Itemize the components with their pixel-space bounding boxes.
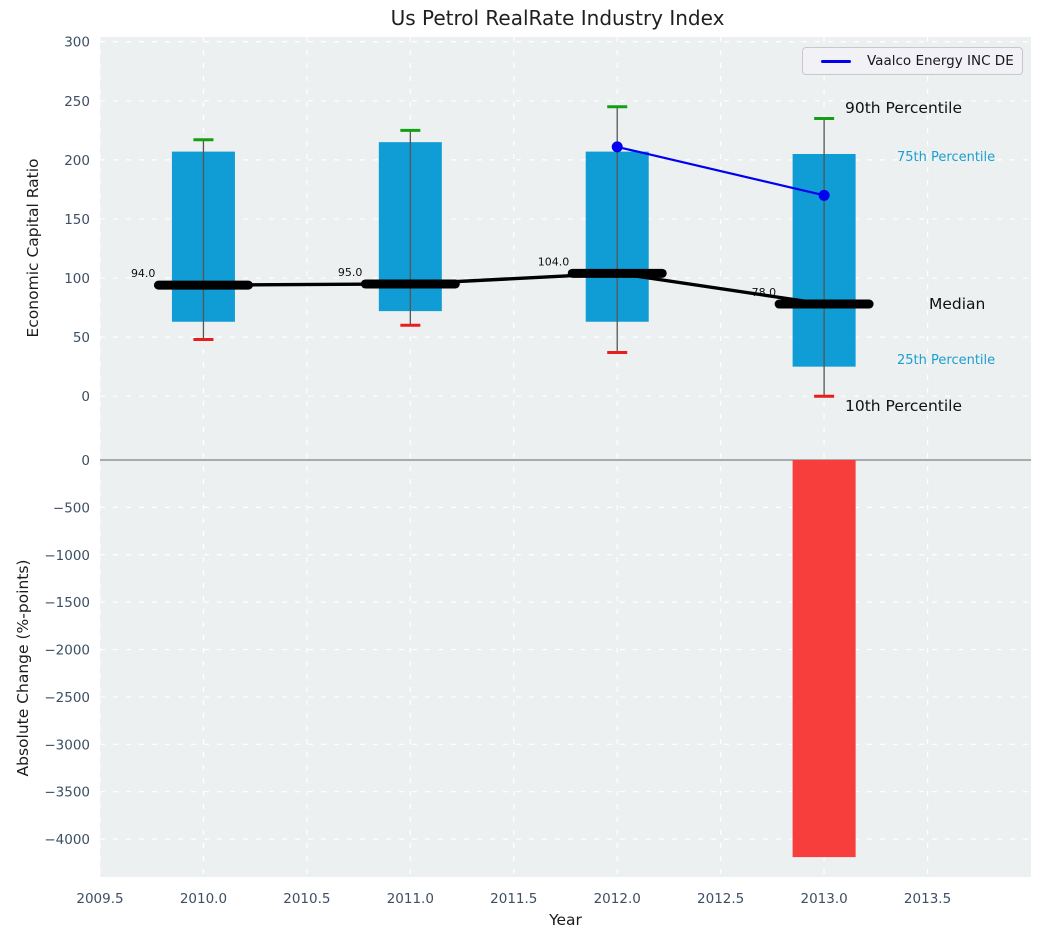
- bottom-y-tick-label: −4000: [44, 832, 90, 849]
- bottom-y-tick-label: −2500: [44, 689, 90, 706]
- top-y-tick-label: 250: [64, 93, 90, 110]
- median-value-label: 78.0: [751, 286, 777, 300]
- bottom-y-tick-label: −3500: [44, 784, 90, 801]
- bottom-y-tick-label: −500: [52, 500, 90, 517]
- x-tick-label: 2010.0: [179, 891, 228, 907]
- annotation-10th-percentile: 10th Percentile: [845, 397, 963, 415]
- x-tick-label: 2010.5: [283, 891, 331, 907]
- legend-line-sample-icon: [821, 60, 851, 63]
- top-y-tick-label: 0: [81, 389, 90, 406]
- bottom-y-axis-label: Absolute Change (%-points): [14, 559, 32, 777]
- annotation-median: Median: [929, 295, 986, 313]
- annotation-90th-percentile: 90th Percentile: [845, 99, 963, 117]
- x-tick-label: 2012.5: [697, 891, 745, 907]
- bottom-y-tick-label: −1000: [44, 547, 90, 564]
- legend-label: Vaalco Energy INC DE: [867, 53, 1014, 69]
- bottom-plot-area: [100, 460, 1031, 877]
- x-axis-label: Year: [549, 911, 582, 929]
- median-value-label: 94.0: [130, 267, 156, 281]
- annotation-75th-percentile: 75th Percentile: [897, 150, 996, 165]
- top-y-tick-label: 100: [64, 271, 90, 288]
- top-y-tick-label: 200: [64, 152, 90, 169]
- legend: [802, 47, 1023, 75]
- bottom-y-tick-label: −3000: [44, 737, 90, 754]
- company-point: [612, 141, 623, 152]
- top-y-tick-label: 150: [64, 211, 90, 228]
- company-point: [819, 190, 830, 201]
- chart-title: Us Petrol RealRate Industry Index: [390, 6, 725, 30]
- bottom-y-tick-label: 0: [81, 453, 90, 469]
- x-tick-label: 2013.0: [800, 891, 848, 907]
- change-bar: [793, 460, 856, 857]
- bottom-y-tick-label: −2000: [44, 642, 90, 659]
- x-tick-label: 2009.5: [76, 891, 124, 907]
- top-y-tick-label: 50: [72, 330, 90, 347]
- x-tick-label: 2013.5: [903, 891, 952, 907]
- annotation-25th-percentile: 25th Percentile: [897, 353, 996, 368]
- x-tick-label: 2011.5: [490, 891, 538, 907]
- x-tick-label: 2011.0: [386, 891, 434, 907]
- bottom-y-tick-label: −1500: [44, 595, 90, 612]
- x-tick-label: 2012.0: [593, 891, 641, 907]
- median-value-label: 95.0: [337, 265, 363, 279]
- top-y-tick-label: 300: [64, 34, 90, 51]
- median-value-label: 104.0: [537, 255, 570, 269]
- top-y-axis-label: Economic Capital Ratio: [24, 158, 42, 338]
